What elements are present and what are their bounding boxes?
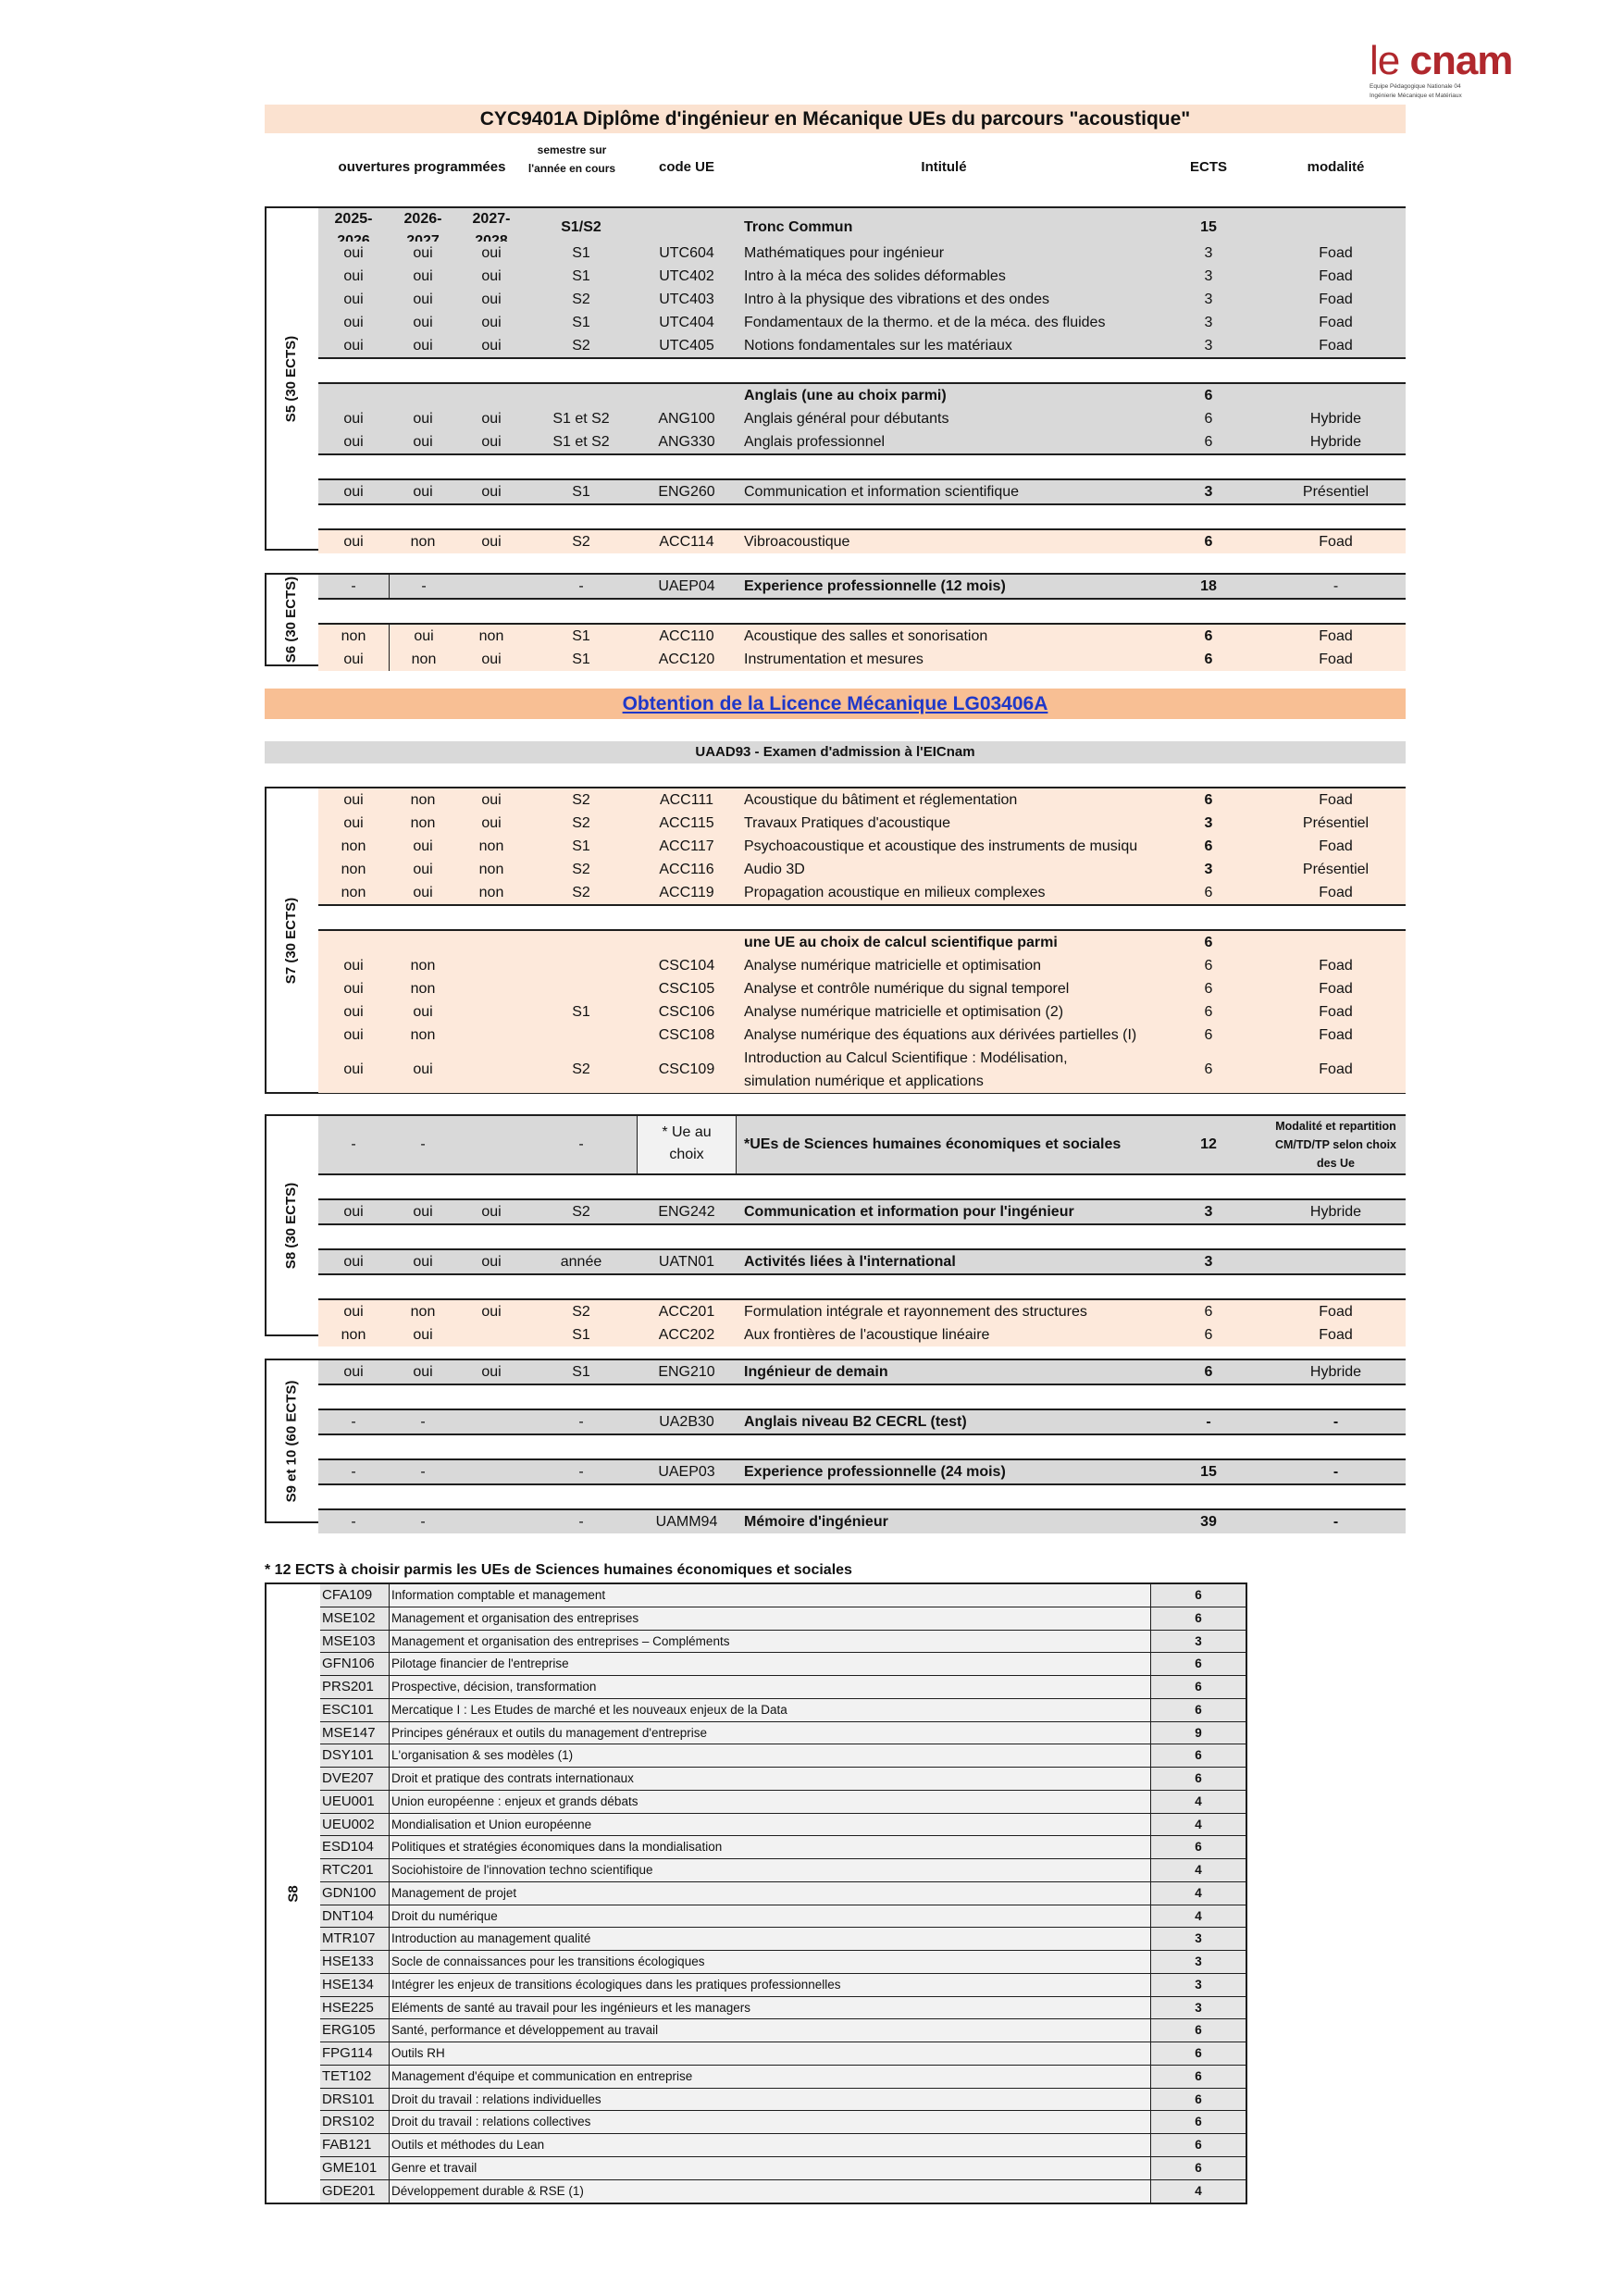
s5-rows <box>318 208 1406 553</box>
header-ects: ECTS <box>1189 159 1227 175</box>
table-row: oui oui oui S1 ENG260 Communication et information scientifique 3 Présentiel <box>318 478 1406 503</box>
ue-code: PRS201 <box>322 1679 374 1694</box>
ue-title: Droit du numérique <box>389 1905 1151 1928</box>
ue-ects: 6 <box>1195 2023 1202 2038</box>
s5-years-row: 2025- 2026- 2027- S1/S2 Tronc Commun 15 <box>318 208 1406 254</box>
ue-title: Introduction au management qualité <box>389 1928 1151 1950</box>
table-row: oui non CSC108 Analyse numérique des équations aux dérivées partielles (I) 6 Foad <box>318 1024 1406 1047</box>
s8-label: S8 (30 ECTS) <box>265 1114 319 1336</box>
list-item <box>320 1882 1246 1905</box>
ue-ects: 6 <box>1195 2091 1202 2106</box>
ue-ects: 3 <box>1195 1633 1202 1648</box>
table-row: oui oui oui S2 UTC405 Notions fondamentales sur les matériaux 3 Foad <box>318 334 1406 357</box>
ue-ects: 4 <box>1195 2183 1202 2198</box>
table-row: oui oui oui S1 UTC402 Intro à la méca des solides déformables 3 Foad <box>318 265 1406 288</box>
ue-ects: 4 <box>1195 1908 1202 1923</box>
header-semester: semestre sur l'année en cours <box>527 143 616 175</box>
table-row: oui oui oui année UATN01 Activités liées à l'international 3 <box>318 1248 1406 1273</box>
list-item <box>320 2066 1246 2089</box>
list-item <box>320 1768 1246 1791</box>
list-item <box>320 2042 1246 2066</box>
s9-rows <box>318 1360 1406 1533</box>
ue-code: MSE103 <box>322 1632 376 1649</box>
ue-ects: 6 <box>1195 1702 1202 1717</box>
table-row: oui non oui S2 ACC201 Formulation intégrale et rayonnement des structures 6 Foad <box>318 1298 1406 1323</box>
table-row: oui non oui S2 ACC115 Travaux Pratiques d'acoustique 3 Présentiel <box>318 812 1406 835</box>
ue-title: Sociohistoire de l'innovation techno scientifique <box>389 1859 1151 1881</box>
exam-banner: UAAD93 - Examen d'admission à l'EICnam <box>265 741 1406 763</box>
table-row: oui non oui S1 ACC120 Instrumentation et mesures 6 Foad <box>318 648 1406 671</box>
spacer-row <box>318 1223 1406 1248</box>
shs-rows <box>267 1584 1246 2203</box>
ue-ects: 6 <box>1195 1610 1202 1625</box>
ue-code: FAB121 <box>322 2137 372 2153</box>
ue-title: Politiques et stratégies économiques dans la mondialisation <box>389 1836 1151 1858</box>
list-item <box>320 1676 1246 1699</box>
ue-title: Outils RH <box>389 2042 1151 2065</box>
ue-title: Genre et travail <box>389 2157 1151 2179</box>
spacer-row <box>318 453 1406 478</box>
ue-ects: 6 <box>1195 2115 1202 2129</box>
table-row: oui oui oui S1 et S2 ANG330 Anglais professionnel 6 Hybride <box>318 430 1406 453</box>
list-item <box>320 1859 1246 1882</box>
table-row: - - - UA2B30 Anglais niveau B2 CECRL (test) - - <box>318 1409 1406 1433</box>
list-item <box>320 1791 1246 1814</box>
table-row: oui non oui S2 ACC111 Acoustique du bâtiment et réglementation 6 Foad <box>318 788 1406 812</box>
list-item <box>320 1653 1246 1676</box>
ue-title: Pilotage financier de l'entreprise <box>389 1653 1151 1675</box>
ue-ects: 6 <box>1195 2138 1202 2152</box>
list-item <box>320 2134 1246 2157</box>
shs-list-label: S8 <box>267 1584 321 2203</box>
ue-ects: 4 <box>1195 1885 1202 1900</box>
ue-ects: 4 <box>1195 1817 1202 1831</box>
ue-code: UEU001 <box>322 1793 375 1809</box>
table-row: - - - * Ue au choix *UEs de Sciences humaines économiques et sociales 12 Modalité et repartition CM/TD/TP selon choix des Ue <box>318 1116 1406 1173</box>
s7-label: S7 (30 ECTS) <box>265 787 319 1094</box>
header-code: code UE <box>658 159 714 175</box>
ue-title: Management et organisation des entreprises – Compléments <box>389 1631 1151 1653</box>
ue-code: UEU002 <box>322 1816 375 1832</box>
list-item <box>320 2180 1246 2203</box>
s6-rows <box>318 575 1406 671</box>
list-item <box>320 2089 1246 2112</box>
ue-ects: 3 <box>1195 2000 1202 2015</box>
ue-code: HSE133 <box>322 1954 374 1969</box>
ue-code: HSE134 <box>322 1976 374 1992</box>
ue-ects: 6 <box>1195 2160 1202 2175</box>
s9-label: S9 et 10 (60 ECTS) <box>265 1359 319 1523</box>
table-row: non oui non S1 ACC117 Psychoacoustique et acoustique des instruments de musiqu 6 Foad <box>318 835 1406 858</box>
s7-rows <box>318 788 1406 1093</box>
table-row: oui oui oui S1 et S2 ANG100 Anglais général pour débutants 6 Hybride <box>318 407 1406 430</box>
ue-title: Information comptable et management <box>389 1584 1151 1607</box>
table-row: oui oui oui S2 UTC403 Intro à la physique des vibrations et des ondes 3 Foad <box>318 288 1406 311</box>
spacer-row <box>318 1384 1406 1409</box>
ue-title: Management de projet <box>389 1882 1151 1905</box>
spacer-row <box>318 904 1406 929</box>
header-mode: modalité <box>1307 159 1365 175</box>
table-row: oui oui oui S2 ENG242 Communication et information pour l'ingénieur 3 Hybride <box>318 1198 1406 1223</box>
list-item <box>320 2019 1246 2042</box>
ue-title: Eléments de santé au travail pour les ingénieurs et les managers <box>389 1997 1151 2019</box>
ue-title: Droit du travail : relations collectives <box>389 2111 1151 2133</box>
ue-title: Management et organisation des entreprises <box>389 1607 1151 1630</box>
licence-banner <box>265 689 1406 719</box>
ue-code: ERG105 <box>322 2022 376 2039</box>
ue-title: L'organisation & ses modèles (1) <box>389 1744 1151 1767</box>
ue-code: GME101 <box>322 2159 378 2176</box>
list-item <box>320 1744 1246 1768</box>
ue-title: Droit du travail : relations individuelles <box>389 2089 1151 2111</box>
ue-title: Intégrer les enjeux de transitions écologiques dans les pratiques professionnelles <box>389 1974 1151 1996</box>
ue-ects: 4 <box>1195 1863 1202 1877</box>
list-item <box>320 1699 1246 1722</box>
ue-code: FPG114 <box>322 2045 373 2061</box>
ue-code: ESD104 <box>322 1839 374 1855</box>
s6-label: S6 (30 ECTS) <box>265 573 319 666</box>
ue-ects: 3 <box>1195 1977 1202 1992</box>
spacer-row <box>318 1483 1406 1508</box>
ue-ects: 9 <box>1195 1725 1202 1740</box>
list-item <box>320 2157 1246 2180</box>
spacer-row <box>318 1173 1406 1198</box>
list-item <box>320 1836 1246 1859</box>
header-title: Intitulé <box>921 159 967 175</box>
list-item <box>320 1584 1246 1607</box>
shs-note: * 12 ECTS à choisir parmis les UEs de Sciences humaines économiques et sociales <box>265 1562 852 1578</box>
ue-title: Union européenne : enjeux et grands débats <box>389 1791 1151 1813</box>
ue-code: MSE147 <box>322 1724 376 1741</box>
s8-rows <box>318 1116 1406 1347</box>
ue-code: ESC101 <box>322 1701 374 1718</box>
ue-code: GDN100 <box>322 1884 377 1901</box>
table-row: oui non CSC104 Analyse numérique matricielle et optimisation 6 Foad <box>318 954 1406 977</box>
ue-ects: 6 <box>1195 1771 1202 1785</box>
ue-title: Développement durable & RSE (1) <box>389 2180 1151 2203</box>
table-row: oui oui S1 CSC106 Analyse numérique matricielle et optimisation (2) 6 Foad <box>318 1000 1406 1024</box>
table-row: oui non oui S2 ACC114 Vibroacoustique 6 Foad <box>318 528 1406 553</box>
ue-code: DSY101 <box>322 1747 374 1764</box>
ue-code: MSE102 <box>322 1609 376 1626</box>
ue-code: MTR107 <box>322 1930 376 1947</box>
table-row: non oui non S2 ACC116 Audio 3D 3 Présentiel <box>318 858 1406 881</box>
table-row: oui oui oui S1 UTC604 Mathématiques pour ingénieur 3 Foad <box>318 242 1406 265</box>
ue-code: DNT104 <box>322 1907 374 1924</box>
ue-ects: 6 <box>1195 2046 1202 2060</box>
spacer-row <box>318 357 1406 382</box>
spacer-row <box>318 1433 1406 1458</box>
page-title: CYC9401A Diplôme d'ingénieur en Mécanique UEs du parcours "acoustique" <box>265 105 1406 133</box>
table-row: oui oui oui S1 UTC404 Fondamentaux de la thermo. et de la méca. des fluides 3 Foad <box>318 311 1406 334</box>
licence-link[interactable]: Obtention de la Licence Mécanique LG03406A <box>622 693 1048 714</box>
table-row: - - - UAMM94 Mémoire d'ingénieur 39 - <box>318 1508 1406 1533</box>
table-row: oui oui S2 CSC109 Introduction au Calcul Scientifique : Modélisation, simulation numérique et applications 6 Foad <box>318 1047 1406 1093</box>
ue-code: RTC201 <box>322 1862 374 1878</box>
ue-title: Principes généraux et outils du management d'entreprise <box>389 1722 1151 1744</box>
ue-code: TET102 <box>322 2067 372 2084</box>
ue-ects: 3 <box>1195 1931 1202 1946</box>
ue-ects: 6 <box>1195 1588 1202 1602</box>
ue-code: HSE225 <box>322 1999 374 2016</box>
list-item <box>320 1974 1246 1997</box>
table-row: oui oui oui S1 ENG210 Ingénieur de demain 6 Hybride <box>318 1360 1406 1384</box>
group-row: une UE au choix de calcul scientifique parmi 6 <box>318 929 1406 954</box>
list-item <box>320 1905 1246 1929</box>
ue-title: Management d'équipe et communication en entreprise <box>389 2066 1151 2088</box>
list-item <box>320 1722 1246 1745</box>
s5-label: S5 (30 ECTS) <box>265 206 319 551</box>
table-row: - - - UAEP04 Experience professionnelle (12 mois) 18 - <box>318 575 1406 598</box>
ue-code: DVE207 <box>322 1770 374 1786</box>
ue-code: DRS102 <box>322 2114 375 2130</box>
header-openings: ouvertures programmées <box>338 159 506 175</box>
ue-title: Prospective, décision, transformation <box>389 1676 1151 1698</box>
table-row: non oui non S1 ACC110 Acoustique des salles et sonorisation 6 Foad <box>318 623 1406 648</box>
ue-ects: 6 <box>1195 1748 1202 1763</box>
cnam-logo: le cnam Equipe Pédagogique Nationale 04 Ingénierie Mécanique et Matériaux <box>1370 38 1513 99</box>
list-item <box>320 2111 1246 2134</box>
ue-title: Mercatique I : Les Etudes de marché et les nouveaux enjeux de la Data <box>389 1699 1151 1721</box>
list-item <box>320 1814 1246 1837</box>
spacer-row <box>318 598 1406 623</box>
table-row: non oui non S2 ACC119 Propagation acoustique en milieux complexes 6 Foad <box>318 881 1406 904</box>
group-row: Anglais (une au choix parmi) 6 <box>318 382 1406 407</box>
ue-ects: 6 <box>1195 2068 1202 2083</box>
ue-code: CFA109 <box>322 1587 373 1603</box>
ue-code: DRS101 <box>322 2091 375 2107</box>
spacer-row <box>318 1273 1406 1298</box>
list-item <box>320 1997 1246 2020</box>
ue-title: Droit et pratique des contrats internationaux <box>389 1768 1151 1790</box>
shs-list <box>265 1582 1247 2204</box>
list-item <box>320 1928 1246 1951</box>
ue-ects: 6 <box>1195 1840 1202 1855</box>
ue-code: GFN106 <box>322 1656 375 1672</box>
ue-title: Mondialisation et Union européenne <box>389 1814 1151 1836</box>
table-row: non oui S1 ACC202 Aux frontières de l'acoustique linéaire 6 Foad <box>318 1323 1406 1347</box>
list-item <box>320 1607 1246 1631</box>
list-item <box>320 1951 1246 1974</box>
ue-ects: 6 <box>1195 1657 1202 1671</box>
spacer-row <box>318 503 1406 528</box>
table-row: oui non CSC105 Analyse et contrôle numérique du signal temporel 6 Foad <box>318 977 1406 1000</box>
list-item <box>320 1631 1246 1654</box>
ue-title: Socle de connaissances pour les transitions écologiques <box>389 1951 1151 1973</box>
ue-ects: 4 <box>1195 1793 1202 1808</box>
ue-ects: 3 <box>1195 1955 1202 1968</box>
ue-code: GDE201 <box>322 2182 376 2199</box>
ue-title: Outils et méthodes du Lean <box>389 2134 1151 2156</box>
ue-ects: 6 <box>1195 1680 1202 1694</box>
table-row: - - - UAEP03 Experience professionnelle (24 mois) 15 - <box>318 1458 1406 1483</box>
ue-title: Santé, performance et développement au travail <box>389 2019 1151 2042</box>
